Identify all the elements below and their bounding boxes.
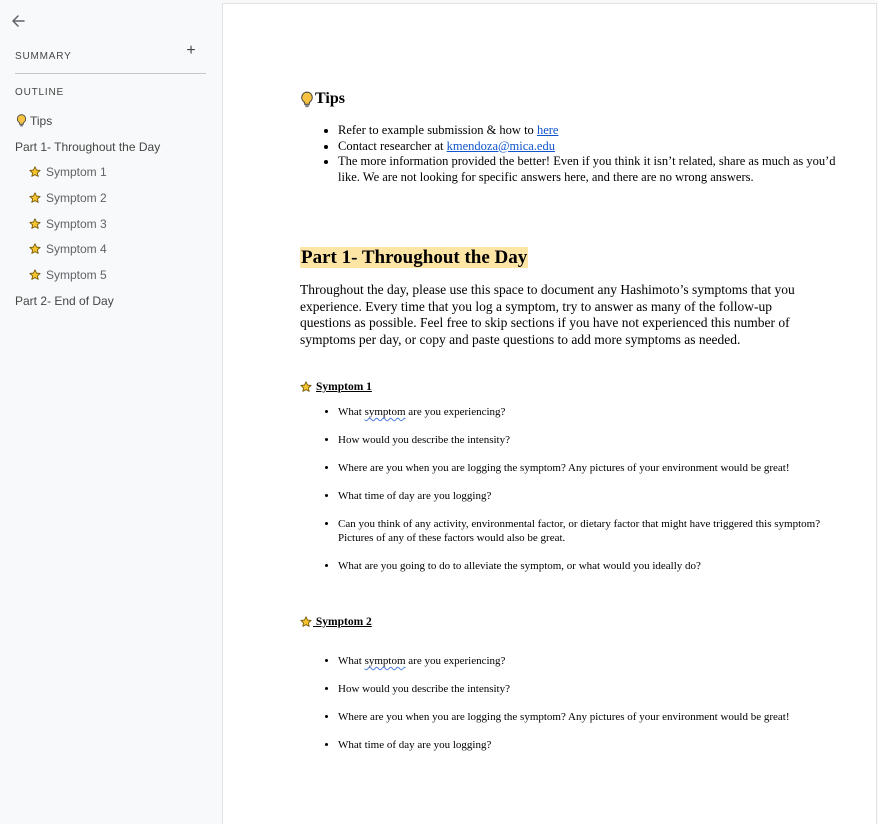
part1-heading <box>300 247 528 269</box>
list-item <box>338 123 838 139</box>
star-icon <box>29 192 41 204</box>
outline-item-symptom-3[interactable] <box>0 211 222 237</box>
outline-item-label: Symptom 1 <box>46 165 107 180</box>
tips-list <box>300 123 838 185</box>
sidebar-divider <box>15 73 206 74</box>
outline-item-label: Symptom 5 <box>46 267 107 282</box>
question-text: What <box>338 655 365 667</box>
symptom2-questions <box>300 654 838 766</box>
symptom1-title: Symptom 1 <box>316 381 372 393</box>
outline-item-label: Tips <box>30 113 53 128</box>
star-icon <box>29 218 41 230</box>
list-item: • Where are you when you are logging the symptom? Any pictures of your environment would be great! <box>338 461 838 475</box>
email-link[interactable]: kmendoza@mica.edu <box>446 138 555 153</box>
symptom2-heading <box>300 616 372 628</box>
list-item: • What are you going to do to alleviate the symptom, or what would you ideally do? <box>338 559 838 573</box>
outline-item-label: Part 1- Throughout the Day <box>15 139 161 154</box>
list-item: • What time of day are you logging? <box>338 489 838 503</box>
list-item: • Where are you when you are logging the symptom? Any pictures of your environment would be great! <box>338 710 838 724</box>
question-text: are you experiencing? <box>405 655 506 667</box>
lightbulb-icon <box>15 115 27 127</box>
symptom2-title: Symptom 2 <box>313 616 372 628</box>
document-page[interactable] <box>223 4 876 824</box>
star-icon <box>29 166 41 178</box>
list-item <box>338 139 838 155</box>
list-item: • How would you describe the intensity? <box>338 433 838 447</box>
summary-section <box>15 42 205 62</box>
tips-heading <box>300 90 345 108</box>
list-item: • The more information provided the better! Even if you think it isn’t related, share as much as you’d like. We are not looking for specific answers here, and there are no wrong answers. <box>338 154 838 185</box>
list-item: • How would you describe the intensity? <box>338 682 838 696</box>
spellcheck-word[interactable]: symptom <box>364 406 406 418</box>
star-icon <box>29 269 41 281</box>
outline-item-part2[interactable] <box>0 288 222 314</box>
tip-text: Contact researcher at <box>338 138 447 153</box>
outline-item-tips[interactable] <box>0 108 222 134</box>
outline-list <box>0 108 222 314</box>
outline-item-label: Part 2- End of Day <box>15 293 114 308</box>
add-summary-button[interactable]: + <box>186 42 196 59</box>
list-item: • Can you think of any activity, environmental factor, or dietary factor that might have triggered this symptom? Pictures of any of these factors would also be great. <box>338 517 838 545</box>
symptom1-questions <box>300 405 838 587</box>
spellcheck-word[interactable]: symptom <box>364 655 406 667</box>
outline-item-part1[interactable] <box>0 134 222 160</box>
tip-text: Refer to example submission & how to <box>338 123 537 137</box>
back-arrow-icon[interactable] <box>8 11 28 31</box>
star-icon <box>29 243 41 255</box>
outline-item-symptom-1[interactable] <box>0 159 222 185</box>
symptom1-heading <box>300 381 372 393</box>
outline-sidebar <box>0 0 222 816</box>
lightbulb-icon <box>300 91 314 108</box>
outline-item-label: Symptom 3 <box>46 216 107 231</box>
outline-item-label: Symptom 2 <box>46 190 107 205</box>
summary-label: SUMMARY <box>15 51 72 62</box>
part1-intro: Throughout the day, please use this space to document any Hashimoto’s symptoms that you experience. Every time that you log a symptom, try to answer as many of the follow-up questions as possible. Feel free to skip sections if you have not experienced this number of symptoms per day, or copy and paste questions to add more symptoms as needed. <box>300 282 795 347</box>
question-text: are you experiencing? <box>405 406 506 418</box>
star-icon <box>300 616 312 628</box>
outline-item-symptom-5[interactable] <box>0 262 222 288</box>
list-item: • What time of day are you logging? <box>338 738 838 752</box>
star-icon <box>300 381 312 393</box>
outline-item-symptom-4[interactable] <box>0 236 222 262</box>
example-link[interactable]: here <box>536 123 559 137</box>
list-item <box>338 654 838 668</box>
outline-item-symptom-2[interactable] <box>0 185 222 211</box>
tips-title: Tips <box>315 90 345 107</box>
part1-title: Part 1- Throughout the Day <box>301 247 528 268</box>
outline-item-label: Symptom 4 <box>46 242 107 257</box>
outline-label: OUTLINE <box>15 87 64 98</box>
list-item <box>338 405 838 419</box>
question-text: What <box>338 406 365 418</box>
